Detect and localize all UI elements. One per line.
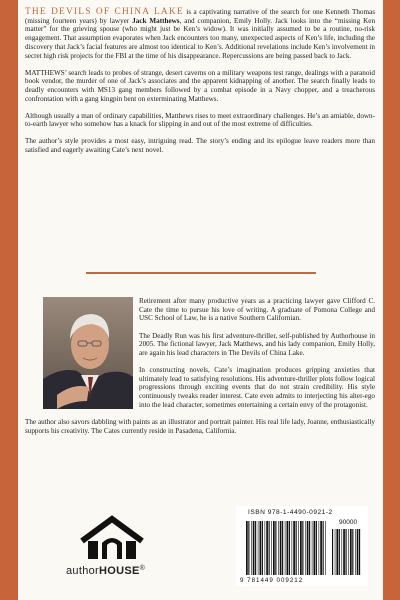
bio-paragraph-3: In constructing novels, Cate’s imagination produces gripping anxieties that ultimately lead to satisfying resolutions. His adventure-thriller plots follow logical progressions through exciting events that do not strain credibility. His style continuously tweaks reader interest. Cate even admits to interjecting his alter-ego into the lead character, sometimes entertaining a certain envy of the protagonist. [139, 366, 375, 409]
book-title: THE DEVILS OF CHINA LAKE [25, 7, 184, 17]
bio-paragraph-1: Retirement after many productive years as a practicing lawyer gave Clifford C. Cate the time to pursue his love of writing. A graduate of Pomona College and USC School of Law, he is a native Southern Californian. [139, 297, 375, 323]
section-divider [86, 272, 316, 274]
back-cover [18, 0, 383, 600]
authorhouse-house-logo-icon [72, 513, 152, 573]
blurb-paragraph-4: The author’s style provides a most easy, intriguing read. The story’s ending and its epilogue leave readers more than satisfied and eagerly awaiting Cate’s next novel. [25, 137, 375, 155]
blurb-paragraph-2: MATTHEWS’ search leads to probes of strange, desert caverns on a military weapons test range, dealings with a paranoid book vendor, the murder of one of Jack’s associates and the apparent kidnapping of another. The search finally leads to deadly encounters with MS13 gang members followed by a combat episode in a Navy chopper, and a treacherous confrontation with a gang kingpin bent on exterminating Matthews. [25, 68, 375, 103]
isbn-label: ISBN 978-1-4490-0921-2 [248, 509, 333, 516]
isbn-barcode-box [236, 506, 368, 586]
author-bio [25, 297, 375, 444]
bio-paragraph-2: The Deadly Run was his first adventure-thriller, self-published by Authorhouse in 2005. The fictional lawyer, Jack Matthews, and his lady companion, Emily Holly, are again his lead characters in The Devils of China Lake. [139, 331, 375, 357]
publisher-name: authorHOUSE® [66, 565, 146, 577]
price-code: 90000 [339, 519, 358, 526]
barcode-number: 9 781449 009212 [240, 577, 304, 584]
bio-paragraph-4: The author also savors dabbling with paints as an illustrator and portrait painter. His real life lady, Joanne, enthusiastically supports his creativity. The Cates currently reside in Pasadena, California. [25, 417, 375, 435]
blurb-paragraph-3: Although usually a man of ordinary capabilities, Matthews rises to meet extraordinary challenges. He’s an amiable, down-to-earth lawyer who somehow has a knack for slipping in and out of the most extreme of difficulties. [25, 111, 375, 129]
protagonist-name: Jack Matthews [132, 16, 180, 25]
book-blurb [25, 8, 375, 163]
barcode [244, 517, 364, 577]
blurb-paragraph-1: THE DEVILS OF CHINA LAKE is a captivating narrative of the search for one Kenneth Thomas (missing fourteen years) by lawyer Jack Matthews, and companion, Emily Holly. Jack looks into the “missing Ken matter” for the grieving spouse (who might just be Ken’s widow). It was initially assumed to be a routine, no-risk engagement. That assumption evaporates when Jack encounters too many, unexpected aspects of Ken’s life, including the discovery that Jack’s facial features are almost too identical to Ken’s. Additional revelations include Ken’s involvement in secret high risk projects for the FBI at the time of his disappearance. Repercussions are being passed back to Jack. [25, 7, 376, 60]
